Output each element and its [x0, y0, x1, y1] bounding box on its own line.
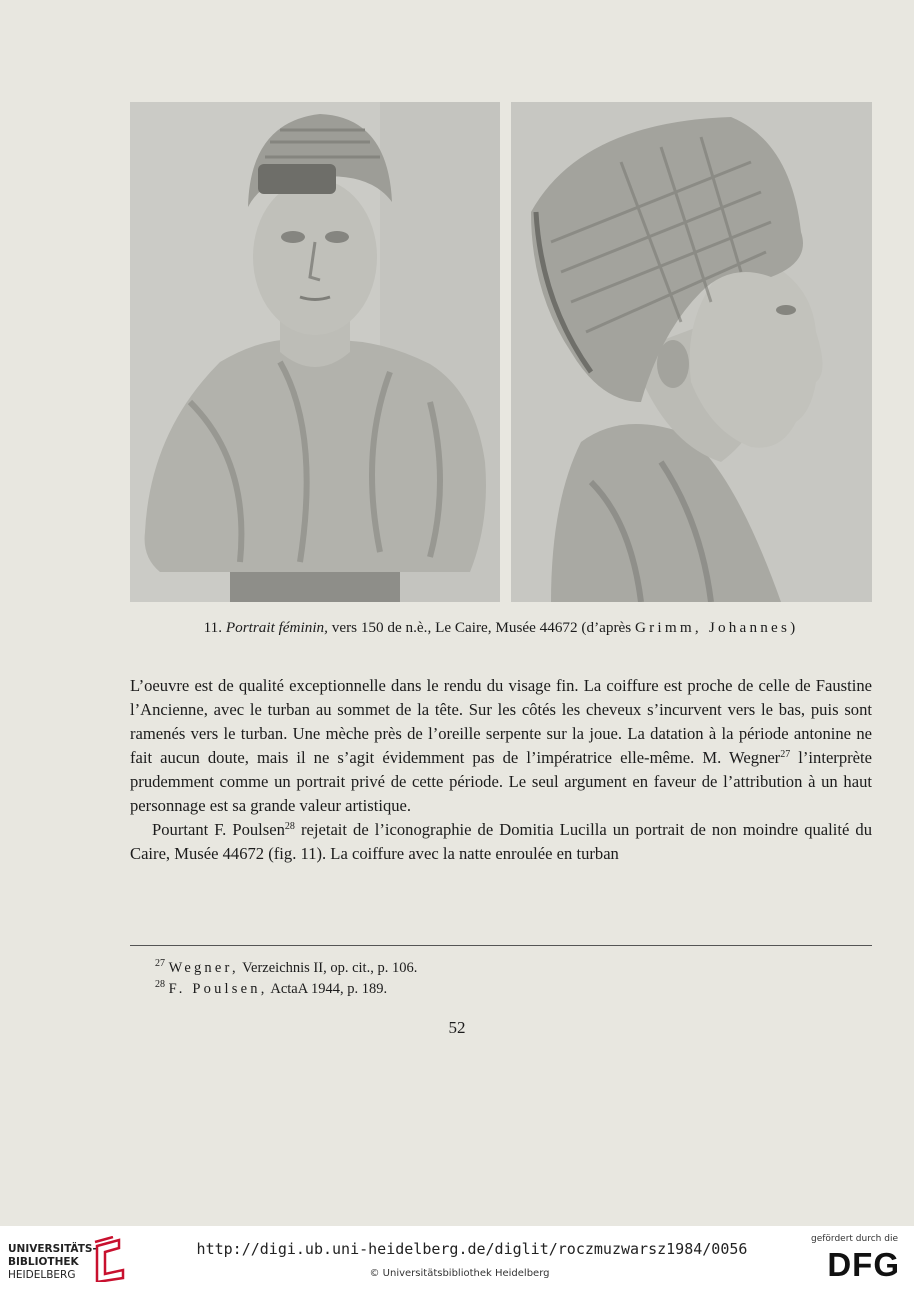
- footnote-divider: [130, 945, 872, 946]
- copyright-text: © Universitätsbibliothek Heidelberg: [369, 1268, 550, 1279]
- body-text: [130, 674, 872, 866]
- footnote-ref-27: 27: [780, 749, 791, 760]
- footnotes: [155, 958, 417, 1000]
- funding-note: gefördert durch die: [811, 1234, 898, 1244]
- footnote-28: $^{28}$ F. Poulsen, ActaA 1944, p. 189.: [155, 979, 388, 997]
- footer-bar: [0, 1226, 914, 1292]
- bust-front-photo: [130, 102, 500, 602]
- caption-number: 11.: [203, 619, 223, 636]
- caption-title: Portrait féminin,: [225, 619, 328, 636]
- library-name: UNIVERSITÄTS- BIBLIOTHEK HEIDELBERG: [8, 1243, 97, 1281]
- paragraph-2: Pourtant F. Poulsen$^{28}$ rejetait de l’iconographie de Domitia Lucilla un portrait de non moindre qualité du Caire, Musée 44672 (fig. 11). La coiffure avec la natte enroulée en turban: [130, 820, 872, 863]
- dfg-logo: DFG: [827, 1246, 900, 1283]
- caption-details: vers 150 de n.è., Le Caire, Musée 44672 (d’après: [331, 619, 632, 636]
- footnote-ref-28: 28: [284, 821, 295, 832]
- bust-profile-photo: [511, 102, 872, 602]
- paragraph-1: L’oeuvre est de qualité exceptionnelle dans le rendu du visage fin. La coiffure est proche de celle de Faustine l’Ancienne, avec le turban au sommet de la tête. Sur les côtés les cheveux s’incurvent vers le bas, puis sont ramenés vers le turban. Une mèche près de l’oreille serpente sur la joue. La datation à la période antonine ne fait aucun doute, mais il ne s’agit évidemment pas de l’impératrice elle-même. M. Wegner$^{27}$ l’interprète prudemment comme un portrait privé de cette période. Le seul argument en faveur de l’attribution à un haut personnage est sa grande valeur artistique.: [130, 676, 872, 815]
- caption-credit: Grimm, Johannes): [634, 619, 799, 636]
- figure-caption: [130, 619, 872, 637]
- footnote-27: $^{27}$ Wegner, Verzeichnis II, op. cit., p. 106.: [155, 958, 418, 976]
- page-number: 52: [448, 1018, 466, 1037]
- permalink-url[interactable]: http://digi.ub.uni-heidelberg.de/diglit/roczmuzwarsz1984/0056: [196, 1240, 748, 1258]
